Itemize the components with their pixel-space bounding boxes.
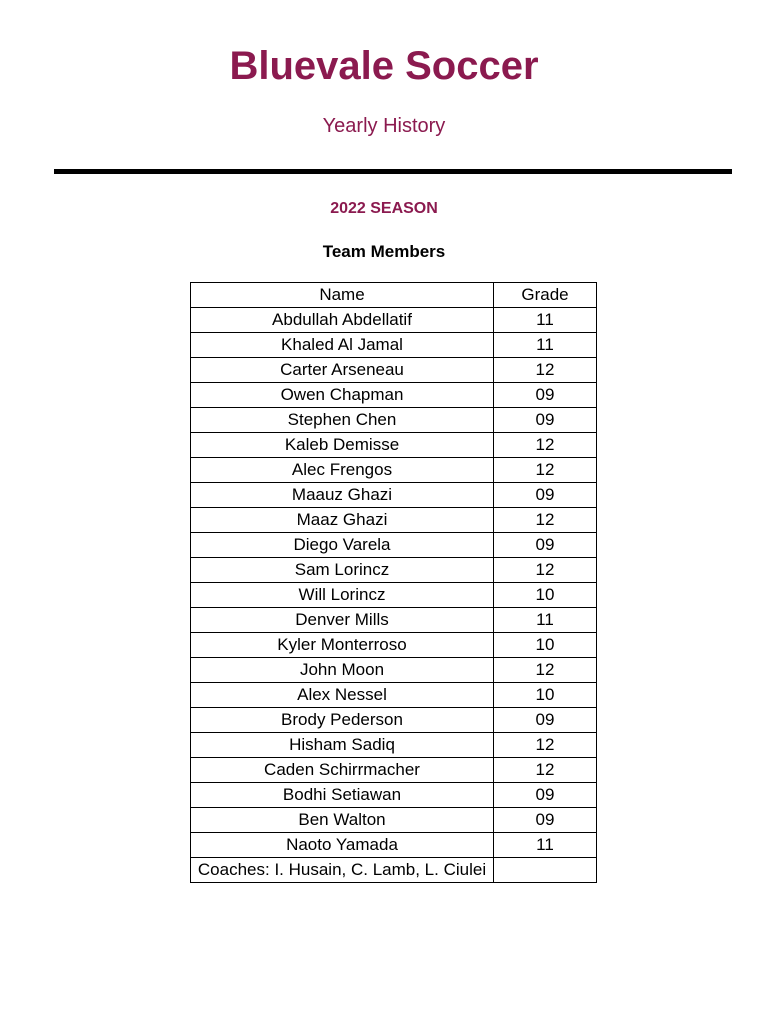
- player-grade-cell: 09: [494, 383, 597, 408]
- player-name-cell: Alec Frengos: [191, 458, 494, 483]
- table-row: [191, 833, 597, 858]
- table-row: [191, 508, 597, 533]
- player-name-cell: Carter Arseneau: [191, 358, 494, 383]
- player-name-cell: Bodhi Setiawan: [191, 783, 494, 808]
- player-name-cell: Diego Varela: [191, 533, 494, 558]
- table-row: [191, 408, 597, 433]
- table-row: [191, 633, 597, 658]
- player-name-cell: Owen Chapman: [191, 383, 494, 408]
- horizontal-divider: [54, 169, 732, 174]
- table-row: [191, 308, 597, 333]
- player-name-cell: Ben Walton: [191, 808, 494, 833]
- player-name-cell: Naoto Yamada: [191, 833, 494, 858]
- player-grade-cell: 10: [494, 633, 597, 658]
- player-grade-cell: 09: [494, 408, 597, 433]
- table-row: [191, 783, 597, 808]
- player-grade-cell: 12: [494, 458, 597, 483]
- player-grade-cell: 09: [494, 783, 597, 808]
- page-subtitle: Yearly History: [322, 115, 446, 137]
- player-grade-cell: 09: [494, 708, 597, 733]
- table-row: [191, 608, 597, 633]
- player-grade-cell: 09: [494, 533, 597, 558]
- section-title: Team Members: [322, 242, 446, 261]
- table-row: [191, 333, 597, 358]
- player-grade-cell: 12: [494, 433, 597, 458]
- player-grade-cell: 11: [494, 608, 597, 633]
- column-header-grade: Grade: [494, 283, 597, 308]
- player-grade-cell: 12: [494, 758, 597, 783]
- player-name-cell: Sam Lorincz: [191, 558, 494, 583]
- season-heading: 2022 SEASON: [330, 200, 438, 217]
- table-row: [191, 733, 597, 758]
- table-row: [191, 458, 597, 483]
- table-row: [191, 483, 597, 508]
- player-grade-cell: 12: [494, 358, 597, 383]
- table-row: [191, 358, 597, 383]
- team-roster-table: [190, 282, 597, 883]
- player-name-cell: Maaz Ghazi: [191, 508, 494, 533]
- table-header-row: [191, 283, 597, 308]
- player-name-cell: Kaleb Demisse: [191, 433, 494, 458]
- player-grade-cell: 09: [494, 808, 597, 833]
- player-grade-cell: 09: [494, 483, 597, 508]
- player-name-cell: Hisham Sadiq: [191, 733, 494, 758]
- coaches-row: [191, 858, 597, 883]
- table-row: [191, 758, 597, 783]
- player-grade-cell: 12: [494, 508, 597, 533]
- table-row: [191, 683, 597, 708]
- player-grade-cell: 12: [494, 658, 597, 683]
- player-grade-cell: 11: [494, 333, 597, 358]
- column-header-name: Name: [191, 283, 494, 308]
- table-row: [191, 708, 597, 733]
- player-name-cell: Caden Schirrmacher: [191, 758, 494, 783]
- player-name-cell: Kyler Monterroso: [191, 633, 494, 658]
- table-row: [191, 383, 597, 408]
- coaches-cell: Coaches: I. Husain, C. Lamb, L. Ciulei: [191, 858, 494, 883]
- player-grade-cell: 10: [494, 683, 597, 708]
- empty-grade-cell: [494, 858, 597, 883]
- player-name-cell: Khaled Al Jamal: [191, 333, 494, 358]
- table-row: [191, 583, 597, 608]
- table-row: [191, 808, 597, 833]
- player-name-cell: Abdullah Abdellatif: [191, 308, 494, 333]
- page-title: Bluevale Soccer: [229, 44, 539, 88]
- player-grade-cell: 11: [494, 308, 597, 333]
- table-row: [191, 658, 597, 683]
- player-grade-cell: 12: [494, 733, 597, 758]
- player-grade-cell: 10: [494, 583, 597, 608]
- player-name-cell: Alex Nessel: [191, 683, 494, 708]
- player-name-cell: Will Lorincz: [191, 583, 494, 608]
- player-name-cell: Maauz Ghazi: [191, 483, 494, 508]
- player-name-cell: Denver Mills: [191, 608, 494, 633]
- player-name-cell: Stephen Chen: [191, 408, 494, 433]
- table-row: [191, 533, 597, 558]
- player-name-cell: Brody Pederson: [191, 708, 494, 733]
- table-body: [191, 308, 597, 883]
- player-grade-cell: 11: [494, 833, 597, 858]
- table-row: [191, 558, 597, 583]
- player-name-cell: John Moon: [191, 658, 494, 683]
- table-row: [191, 433, 597, 458]
- player-grade-cell: 12: [494, 558, 597, 583]
